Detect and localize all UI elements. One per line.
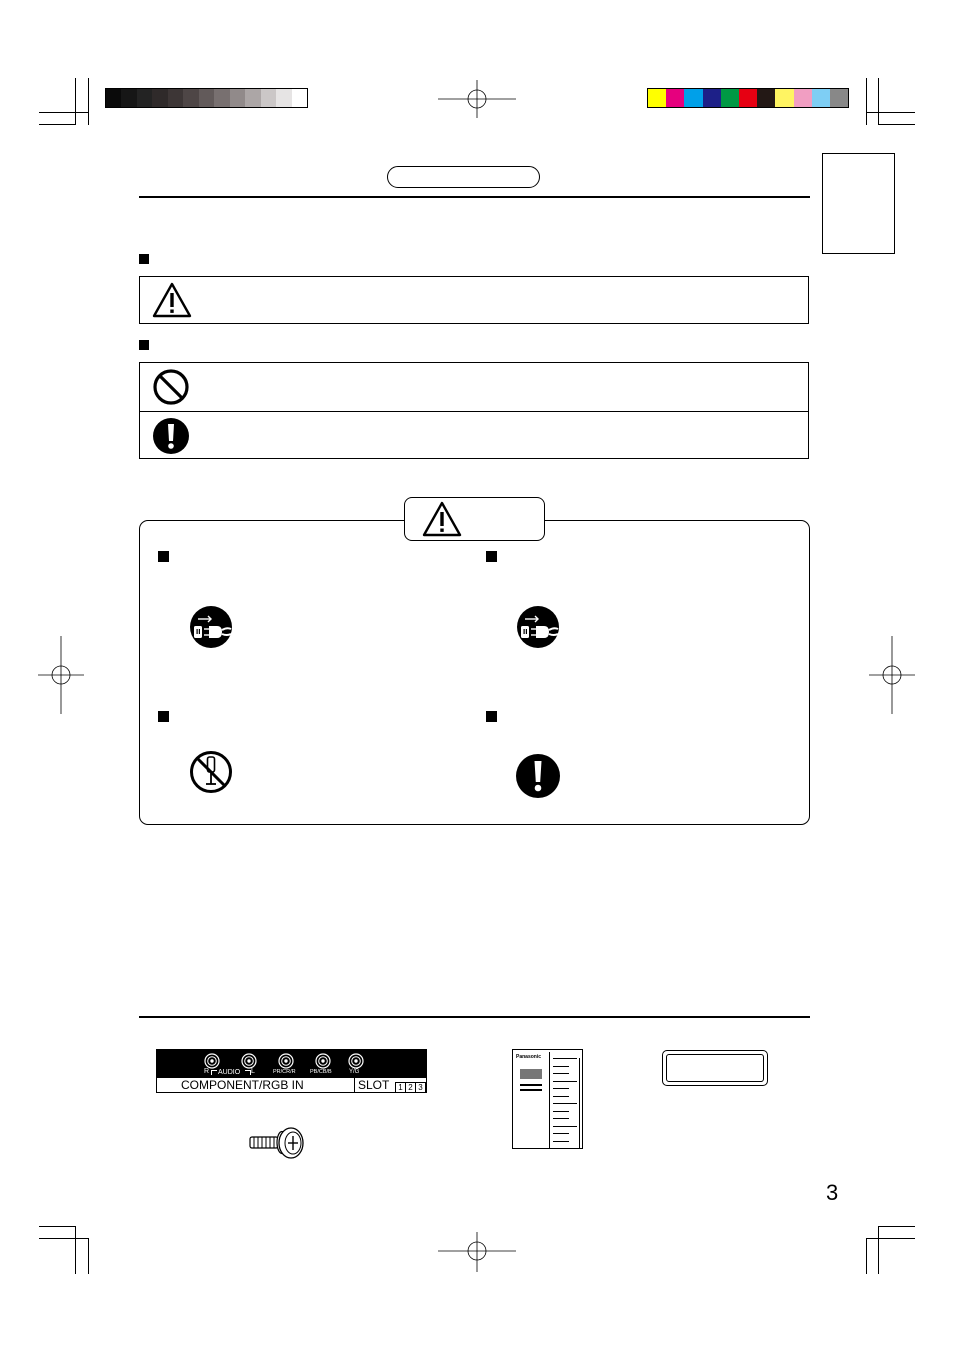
calibration-swatch [214,89,229,107]
calibration-swatch [648,89,666,107]
slot-label: SLOT [358,1078,390,1092]
calibration-swatch [245,89,260,107]
calibration-swatch [168,89,183,107]
language-tab [822,153,895,254]
rca-jack-icon [315,1053,331,1069]
header-rule [139,196,810,198]
terminal-strip [157,1050,426,1078]
warning-triangle-icon [422,501,462,537]
booklet-line [553,1096,569,1097]
registration-mark-right [869,636,915,714]
grayscale-calibration-bar [105,88,308,108]
calibration-swatch [830,89,848,107]
calibration-swatch [230,89,245,107]
exclamation-icon [515,753,561,799]
calibration-swatch [757,89,775,107]
booklet-line [553,1081,577,1082]
calibration-swatch [739,89,757,107]
calibration-swatch [721,89,739,107]
no-disassemble-icon [189,750,233,794]
jack-label-yg: Y/G [349,1069,360,1075]
warning-card-tab [404,497,545,541]
booklet-line [553,1058,577,1059]
jack-label-pr: PR/CR/R [273,1069,296,1075]
rca-jack-icon [278,1053,294,1069]
booklet-index-lines [551,1058,579,1148]
booklet-line [553,1073,569,1074]
calibration-swatch [684,89,702,107]
card-bullet [158,711,169,722]
booklet-line [553,1133,569,1134]
screw-icon [248,1126,308,1162]
calibration-swatch [703,89,721,107]
symbol-legend-table [139,362,809,459]
slot-number: 2 [406,1082,416,1093]
section-bullet [139,254,149,264]
calibration-swatch [812,89,830,107]
label-plate [662,1050,768,1086]
rca-jack-icon [241,1053,257,1069]
prohibition-icon [152,368,190,406]
calibration-swatch [152,89,167,107]
calibration-swatch [775,89,793,107]
section-bullet [139,340,149,350]
calibration-swatch [137,89,152,107]
registration-mark-bottom [438,1232,516,1272]
jack-label-pb: PB/CB/B [310,1069,332,1075]
calibration-swatch [261,89,276,107]
slot-number: 3 [416,1082,426,1093]
rca-jack-icon [348,1053,364,1069]
jack-label-l: L [251,1068,255,1075]
exclamation-icon [152,417,190,455]
jack-label-r: R [204,1068,210,1075]
unplug-icon [189,605,233,649]
calibration-swatch [199,89,214,107]
card-bullet [486,711,497,722]
component-rgb-terminal-panel [156,1049,427,1093]
booklet-brand: Panasonic [516,1054,542,1060]
calibration-swatch [276,89,291,107]
slot-number: 1 [395,1082,406,1093]
rca-jack-icon [204,1053,220,1069]
calibration-swatch [183,89,198,107]
slot-number-boxes [395,1082,426,1093]
panel-title: COMPONENT/RGB IN [181,1078,304,1092]
calibration-swatch [121,89,136,107]
registration-mark-left [38,636,84,714]
card-bullet [158,551,169,562]
calibration-swatch [106,89,121,107]
booklet-line [553,1088,569,1089]
registration-mark-top [438,80,516,118]
booklet-line [553,1066,569,1067]
booklet-line [553,1103,577,1104]
booklet-line [553,1118,569,1119]
card-bullet [486,551,497,562]
accessories-rule [139,1016,810,1018]
warning-triangle-icon [152,282,192,318]
booklet-line [553,1111,569,1112]
calibration-swatch [666,89,684,107]
warning-legend-box [139,276,809,324]
calibration-swatch [794,89,812,107]
calibration-swatch [292,89,307,107]
page-number: 3 [826,1180,839,1205]
unplug-icon [516,605,560,649]
jack-label-audio: AUDIO [218,1069,241,1076]
operating-instructions-booklet [512,1049,583,1149]
section-title-pill [387,166,540,188]
color-calibration-bar [647,88,849,108]
booklet-line [553,1126,577,1127]
booklet-line [553,1141,569,1142]
warning-card [139,520,810,825]
